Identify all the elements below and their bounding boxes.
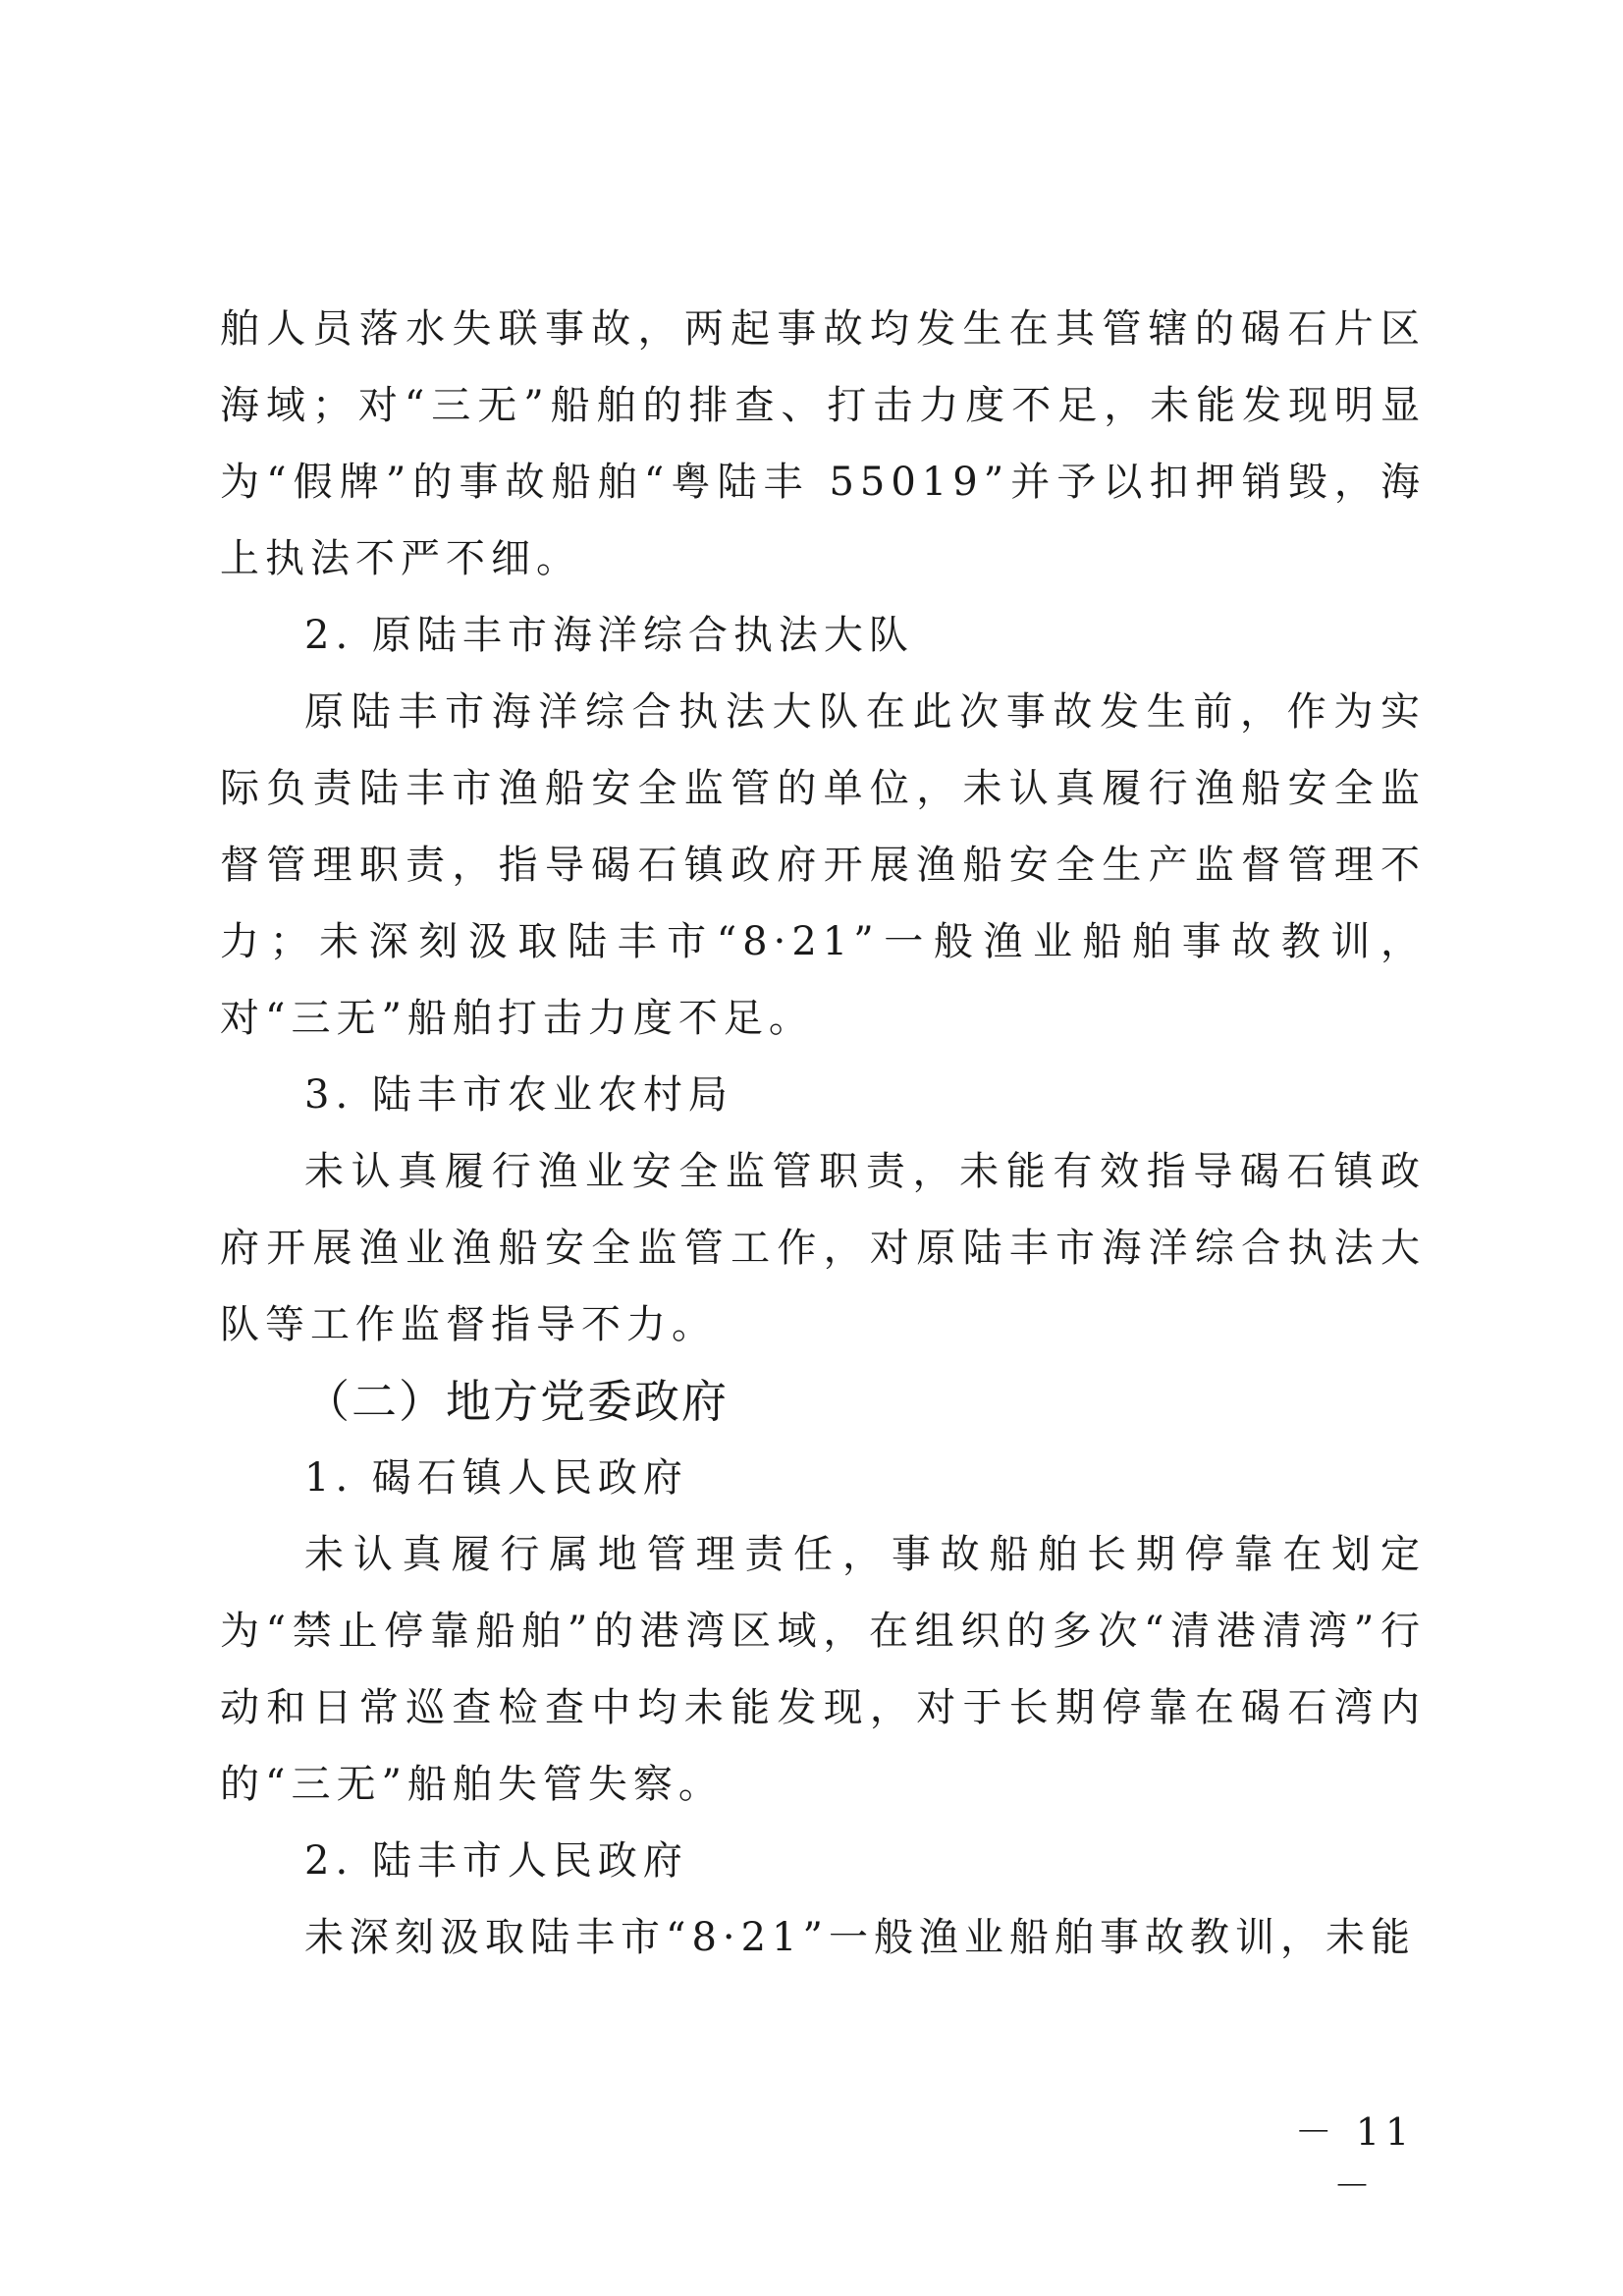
paragraph-jieshi-government: 未认真履行属地管理责任，事故船舶长期停靠在划定为“禁止停靠船舶”的港湾区域，在组织的多次“清港清湾”行动和日常巡查检查中均未能发现，对于长期停靠在碣石湾内的“三无”船舶失管失察。 bbox=[220, 1532, 1426, 1807]
body-text bbox=[220, 291, 1426, 1976]
paragraph-maritime-enforcement: 原陆丰市海洋综合执法大队在此次事故发生前，作为实际负责陆丰市渔船安全监管的单位，未认真履行渔船安全监督管理职责，指导碣石镇政府开展渔船安全生产监督管理不力；未深刻汲取陆丰市“8·21”一般渔业船舶事故教训，对“三无”船舶打击力度不足。 bbox=[220, 689, 1426, 1041]
section-heading-local-government: （二）地方党委政府 bbox=[304, 1375, 729, 1428]
item-heading-jieshi-government: 1. 碣石镇人民政府 bbox=[304, 1455, 688, 1501]
paragraph-continuation: 舶人员落水失联事故，两起事故均发生在其管辖的碣石片区海域；对“三无”船舶的排查、打击力度不足，未能发现明显为“假牌”的事故船舶“粤陆丰 55019”并予以扣押销毁，海上执法不严不细。 bbox=[220, 306, 1426, 581]
paragraph-agriculture-bureau: 未认真履行渔业安全监管职责，未能有效指导碣石镇政府开展渔业渔船安全监管工作，对原陆丰市海洋综合执法大队等工作监督指导不力。 bbox=[220, 1149, 1426, 1347]
page-number: － 11 － bbox=[1294, 2110, 1416, 2208]
item-heading-maritime-enforcement: 2. 原陆丰市海洋综合执法大队 bbox=[304, 613, 914, 658]
item-heading-lufeng-government: 2. 陆丰市人民政府 bbox=[304, 1838, 688, 1884]
item-heading-agriculture-bureau: 3. 陆丰市农业农村局 bbox=[304, 1072, 733, 1118]
paragraph-lufeng-government: 未深刻汲取陆丰市“8·21”一般渔业船舶事故教训，未能 bbox=[304, 1915, 1416, 1960]
